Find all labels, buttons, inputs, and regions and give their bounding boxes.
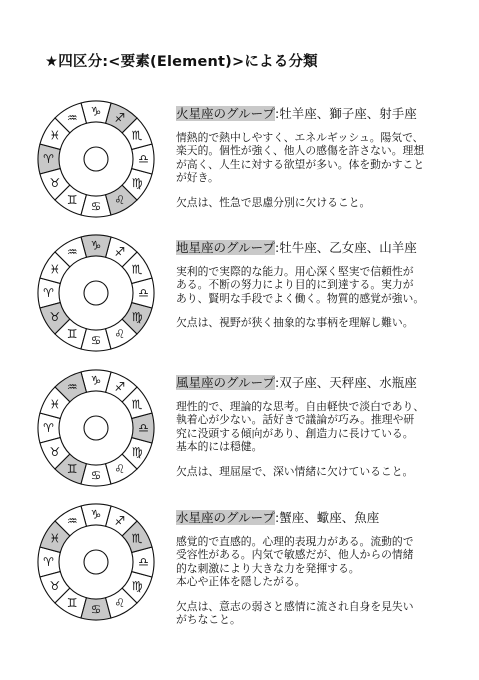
group-signs: :蟹座、蠍座、魚座 (275, 510, 380, 525)
group-description (176, 265, 462, 305)
desc-line: 究に没頭する傾向があり、創造力に長けている。 (176, 426, 414, 440)
zodiac-sign-symbol: ♎ (138, 286, 149, 300)
wheel-center-circle (84, 416, 108, 440)
zodiac-sign-symbol: ♎ (138, 555, 149, 569)
zodiac-sign-symbol: ♏ (131, 397, 143, 412)
zodiac-sign-symbol: ♋ (90, 333, 102, 348)
zodiac-sign-symbol: ♉ (49, 444, 61, 459)
flaw-line: 欠点は、理屈屋で、深い情緒に欠けていること。 (176, 464, 414, 478)
zodiac-sign-symbol: ♋ (90, 199, 102, 214)
desc-line: 感覚的で直感的。心理的表現力がある。流動的で (176, 535, 414, 548)
desc-line: が高く、人生に対する欲望が多い。体を動かすこと (176, 157, 425, 171)
zodiac-sign-symbol: ♏ (131, 262, 143, 277)
zodiac-sign-symbol: ♋ (90, 468, 102, 483)
zodiac-sign-symbol: ♌ (114, 462, 126, 477)
group-flaw (176, 196, 462, 209)
page-title: ★四区分:<要素(Element)>による分類 (45, 54, 318, 70)
group-air (176, 375, 462, 478)
desc-line: ある。不断の努力により目的に到達する。実力が (176, 278, 414, 292)
group-label: 水星座のグループ (176, 510, 276, 525)
zodiac-sign-symbol: ♒ (66, 244, 78, 259)
zodiac-sign-symbol: ♓ (49, 531, 61, 546)
flaw-line: 欠点は、意志の弱さと感情に流され自身を見失い (176, 599, 414, 613)
group-description (176, 131, 462, 185)
group-fire (176, 106, 462, 209)
zodiac-sign-symbol: ♓ (49, 397, 61, 412)
zodiac-sign-symbol: ♐ (114, 110, 126, 125)
zodiac-wheel-fire (34, 97, 158, 221)
zodiac-sign-symbol: ♌ (114, 327, 126, 342)
zodiac-wheel-svg (34, 231, 158, 355)
zodiac-sign-symbol: ♈ (43, 286, 54, 300)
group-earth (176, 240, 462, 330)
desc-line: 的な刺激により大きな力を発揮する。 (176, 561, 360, 575)
group-heading (176, 510, 462, 526)
wheel-center-circle (84, 281, 108, 305)
zodiac-sign-symbol: ♏ (131, 531, 143, 546)
zodiac-sign-symbol: ♊ (66, 462, 78, 477)
zodiac-wheel-svg (34, 97, 158, 221)
zodiac-sign-symbol: ♍ (131, 444, 143, 459)
zodiac-sign-symbol: ♍ (131, 309, 143, 324)
wheel-center-circle (84, 147, 108, 171)
zodiac-sign-symbol: ♎ (138, 421, 149, 435)
zodiac-sign-symbol: ♉ (49, 309, 61, 324)
group-water (176, 510, 462, 626)
zodiac-sign-symbol: ♊ (66, 193, 78, 208)
zodiac-wheel-svg (34, 366, 158, 490)
zodiac-sign-symbol: ♒ (66, 513, 78, 528)
zodiac-sign-symbol: ♐ (114, 513, 126, 528)
zodiac-sign-symbol: ♉ (49, 578, 61, 593)
desc-line: 執着心が少ない。話好きで議論が巧み。推理や研 (176, 413, 415, 427)
zodiac-sign-symbol: ♊ (66, 596, 78, 611)
zodiac-sign-symbol: ♑ (90, 507, 102, 522)
desc-line: 楽天的。個性が強く、他人の感傷を許さない。理想 (176, 144, 425, 158)
group-description (176, 535, 462, 589)
zodiac-sign-symbol: ♈ (43, 421, 54, 435)
zodiac-wheel-air (34, 366, 158, 490)
zodiac-sign-symbol: ♈ (43, 152, 54, 166)
group-signs: :双子座、天秤座、水瓶座 (275, 375, 417, 390)
zodiac-sign-symbol: ♐ (114, 379, 126, 394)
desc-line: 本心や正体を隠したがる。 (176, 575, 306, 589)
desc-line: あり、賢明な手段でよく働く。物質的感覚が強い。 (176, 291, 425, 305)
group-signs: :牡羊座、獅子座、射手座 (275, 106, 417, 121)
desc-line: 基本的には穏健。 (176, 440, 263, 454)
desc-line: 情熱的で熱中しやすく、エネルギッシュ。陽気で、 (176, 131, 424, 144)
group-heading (176, 106, 462, 122)
flaw-line: 欠点は、視野が狭く抽象的な事柄を理解し難い。 (176, 316, 414, 330)
zodiac-sign-symbol: ♈ (43, 555, 54, 569)
zodiac-sign-symbol: ♉ (49, 175, 61, 190)
group-flaw (176, 316, 462, 329)
zodiac-sign-symbol: ♍ (131, 578, 143, 593)
group-flaw (176, 465, 462, 478)
zodiac-sign-symbol: ♑ (90, 373, 102, 388)
zodiac-wheel-earth (34, 231, 158, 355)
desc-line: が好き。 (176, 171, 219, 185)
desc-line: 実利的で実際的な能力。用心深く堅実で信頼性が (176, 265, 414, 278)
zodiac-sign-symbol: ♑ (90, 238, 102, 253)
zodiac-sign-symbol: ♒ (66, 379, 78, 394)
zodiac-sign-symbol: ♌ (114, 596, 126, 611)
desc-line: 理性的で、理論的な思考。自由軽快で淡白であり、 (176, 400, 425, 413)
zodiac-sign-symbol: ♒ (66, 110, 78, 125)
group-label: 火星座のグループ (176, 106, 276, 121)
wheel-center-circle (84, 550, 108, 574)
group-description (176, 400, 462, 454)
zodiac-sign-symbol: ♌ (114, 193, 126, 208)
desc-line: 受容性がある。内気で敏感だが、他人からの情緒 (176, 548, 414, 562)
flaw-line: がちなこと。 (176, 613, 241, 627)
group-signs: :牡牛座、乙女座、山羊座 (275, 240, 417, 255)
zodiac-sign-symbol: ♊ (66, 327, 78, 342)
zodiac-sign-symbol: ♑ (90, 104, 102, 119)
zodiac-sign-symbol: ♋ (90, 602, 102, 617)
zodiac-wheel-svg (34, 500, 158, 624)
flaw-line: 欠点は、性急で思慮分別に欠けること。 (176, 195, 371, 209)
zodiac-wheel-water (34, 500, 158, 624)
group-heading (176, 375, 462, 391)
group-label: 風星座のグループ (176, 375, 276, 390)
zodiac-sign-symbol: ♓ (49, 128, 61, 143)
group-flaw (176, 600, 462, 627)
group-heading (176, 240, 462, 256)
group-label: 地星座のグループ (176, 240, 276, 255)
zodiac-sign-symbol: ♓ (49, 262, 61, 277)
zodiac-sign-symbol: ♏ (131, 128, 143, 143)
zodiac-sign-symbol: ♐ (114, 244, 126, 259)
zodiac-sign-symbol: ♎ (138, 152, 149, 166)
zodiac-sign-symbol: ♍ (131, 175, 143, 190)
